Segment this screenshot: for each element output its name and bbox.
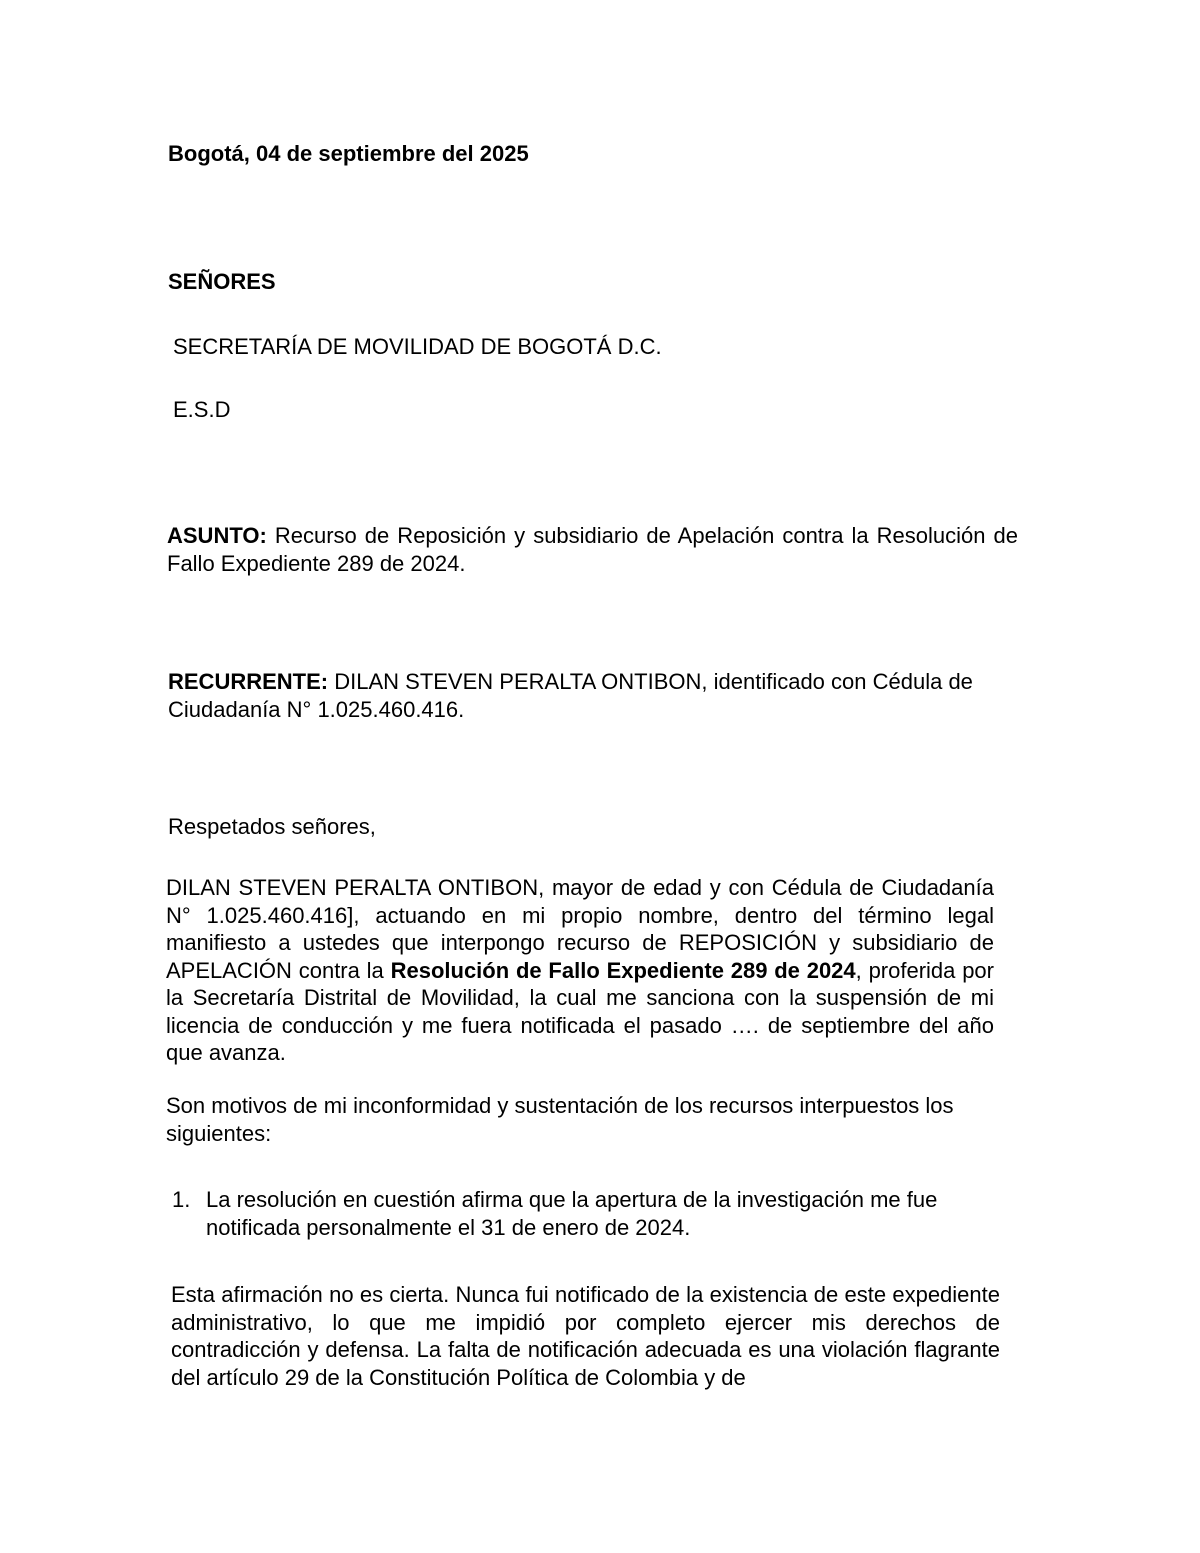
final-paragraph: Esta afirmación no es cierta. Nunca fui notificado de la existencia de este expediente administrativo, lo que me impidió por completo ejercer mis derechos de contradicción y defensa. La falta de notificación adecuada es una violación flagrante del artículo 29 de la Constitución Política de Colombia y de	[171, 1282, 1000, 1390]
date-line: Bogotá, 04 de septiembre del 2025	[168, 141, 529, 166]
asunto-text: Recurso de Reposición y subsidiario de Apelación contra la Resolución de Fallo Expediente 289 de 2024.	[167, 523, 1018, 576]
body-text-bold: Resolución de Fallo Expediente 289 de 2024	[390, 957, 856, 983]
motivos-intro: Son motivos de mi inconformidad y sustentación de los recursos interpuestos los siguientes:	[166, 1093, 954, 1146]
recurrente-label: RECURRENTE:	[168, 669, 329, 694]
asunto-paragraph	[167, 522, 1018, 577]
body-text-part2: , proferida por la Secretaría Distrital de Movilidad, la cual me sanciona con la suspensión de mi licencia de conducción y me fuera notificada el pasado …. de septiembre del año que avanza.	[166, 957, 994, 1065]
body-text-part1: DILAN STEVEN PERALTA ONTIBON, mayor de edad y con Cédula de Ciudadanía N° 1.025.460.416], actuando en mi propio nombre, dentro del término legal manifiesto a ustedes que interpongo recurso de REPOSICIÓN y subsidiario de APELACIÓN contra la	[166, 875, 994, 983]
recipient-esd: E.S.D	[173, 397, 231, 422]
recipient-title: SEÑORES	[168, 269, 276, 294]
recipient-entity: SECRETARÍA DE MOVILIDAD DE BOGOTÁ D.C.	[173, 334, 662, 359]
body-paragraph	[166, 874, 994, 1067]
asunto-label: ASUNTO:	[167, 523, 267, 548]
recurrente-paragraph	[168, 668, 1018, 723]
list-item-text: La resolución en cuestión afirma que la apertura de la investigación me fue notificada personalmente el 31 de enero de 2024.	[206, 1187, 938, 1240]
list-item-number: 1.	[172, 1187, 191, 1212]
greeting: Respetados señores,	[168, 814, 376, 839]
recurrente-text: DILAN STEVEN PERALTA ONTIBON, identificado con Cédula de Ciudadanía N° 1.025.460.416.	[168, 669, 973, 722]
